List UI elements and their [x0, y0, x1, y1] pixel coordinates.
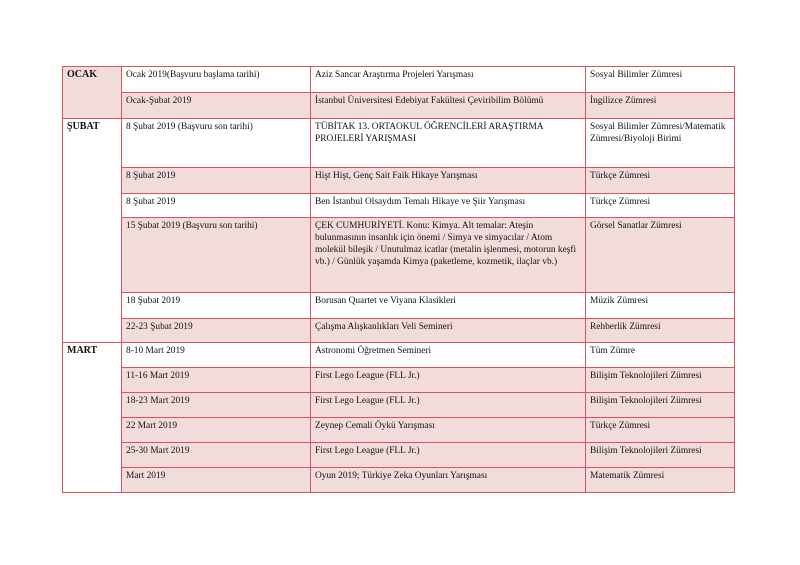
event-cell: İstanbul Üniversitesi Edebiyat Fakültesi Çeviribilim Bölümü — [311, 93, 586, 119]
date-cell: 8 Şubat 2019 — [122, 168, 311, 194]
department-cell: Tüm Zümre — [586, 343, 735, 368]
event-cell: Ben İstanbul Olsaydım Temalı Hikaye ve Şiir Yarışması — [311, 194, 586, 218]
department-cell: Bilişim Teknolojileri Zümresi — [586, 443, 735, 468]
department-cell: Bilişim Teknolojileri Zümresi — [586, 368, 735, 393]
month-label: OCAK — [63, 67, 122, 119]
events-table — [62, 66, 735, 493]
table-row — [63, 293, 735, 319]
table-row — [63, 218, 735, 293]
department-cell: Türkçe Zümresi — [586, 194, 735, 218]
table-row — [63, 93, 735, 119]
table-row — [63, 368, 735, 393]
event-cell: First Lego League (FLL Jr.) — [311, 368, 586, 393]
department-cell: Sosyal Bilimler Zümresi — [586, 67, 735, 93]
department-cell: Müzik Zümresi — [586, 293, 735, 319]
date-cell: 18-23 Mart 2019 — [122, 393, 311, 418]
event-cell: Borusan Quartet ve Viyana Klasikleri — [311, 293, 586, 319]
month-label: MART — [63, 343, 122, 493]
table-row — [63, 194, 735, 218]
table-row — [63, 319, 735, 343]
table-row — [63, 468, 735, 493]
event-cell: First Lego League (FLL Jr.) — [311, 393, 586, 418]
table-row — [63, 443, 735, 468]
table-row — [63, 418, 735, 443]
table-row — [63, 168, 735, 194]
department-cell: Türkçe Zümresi — [586, 418, 735, 443]
department-cell: Sosyal Bilimler Zümresi/Matematik Zümresi/Biyoloji Birimi — [586, 119, 735, 168]
table-row — [63, 393, 735, 418]
department-cell: Matematik Zümresi — [586, 468, 735, 493]
date-cell: Mart 2019 — [122, 468, 311, 493]
department-cell: Türkçe Zümresi — [586, 168, 735, 194]
date-cell: 22-23 Şubat 2019 — [122, 319, 311, 343]
date-cell: 22 Mart 2019 — [122, 418, 311, 443]
date-cell: 18 Şubat 2019 — [122, 293, 311, 319]
date-cell: 25-30 Mart 2019 — [122, 443, 311, 468]
department-cell: Bilişim Teknolojileri Zümresi — [586, 393, 735, 418]
month-label: ŞUBAT — [63, 119, 122, 343]
date-cell: Ocak-Şubat 2019 — [122, 93, 311, 119]
department-cell: Görsel Sanatlar Zümresi — [586, 218, 735, 293]
event-cell: Hişt Hişt, Genç Sait Faik Hikaye Yarışması — [311, 168, 586, 194]
event-cell: First Lego League (FLL Jr.) — [311, 443, 586, 468]
department-cell: İngilizce Zümresi — [586, 93, 735, 119]
table-row — [63, 343, 735, 368]
date-cell: 8 Şubat 2019 — [122, 194, 311, 218]
event-cell: Zeynep Cemali Öykü Yarışması — [311, 418, 586, 443]
date-cell: 11-16 Mart 2019 — [122, 368, 311, 393]
date-cell: 15 Şubat 2019 (Başvuru son tarihi) — [122, 218, 311, 293]
date-cell: 8-10 Mart 2019 — [122, 343, 311, 368]
event-cell: Astronomi Öğretmen Semineri — [311, 343, 586, 368]
event-cell: TÜBİTAK 13. ORTAOKUL ÖĞRENCİLERİ ARAŞTIRMA PROJELERİ YARIŞMASI — [311, 119, 586, 168]
department-cell: Rehberlik Zümresi — [586, 319, 735, 343]
event-cell: Oyun 2019; Türkiye Zeka Oyunları Yarışması — [311, 468, 586, 493]
event-cell: Çalışma Alışkanlıkları Veli Semineri — [311, 319, 586, 343]
date-cell: Ocak 2019(Başvuru başlama tarihi) — [122, 67, 311, 93]
event-cell: ÇEK CUMHURİYETİ. Konu: Kimya. Alt temalar: Ateşin bulunmasının insanlık için önemi / Simya ve simyacılar / Atom molekül bileşik / Unutulmaz icatlar (metalin işlenmesi, motorun keşfi vb.) / Günlük yaşamda Kimya (paketleme, kozmetik, ilaçlar vb.) — [311, 218, 586, 293]
event-cell: Aziz Sancar Araştırma Projeleri Yarışması — [311, 67, 586, 93]
table-row — [63, 67, 735, 93]
date-cell: 8 Şubat 2019 (Başvuru son tarihi) — [122, 119, 311, 168]
table-row — [63, 119, 735, 168]
